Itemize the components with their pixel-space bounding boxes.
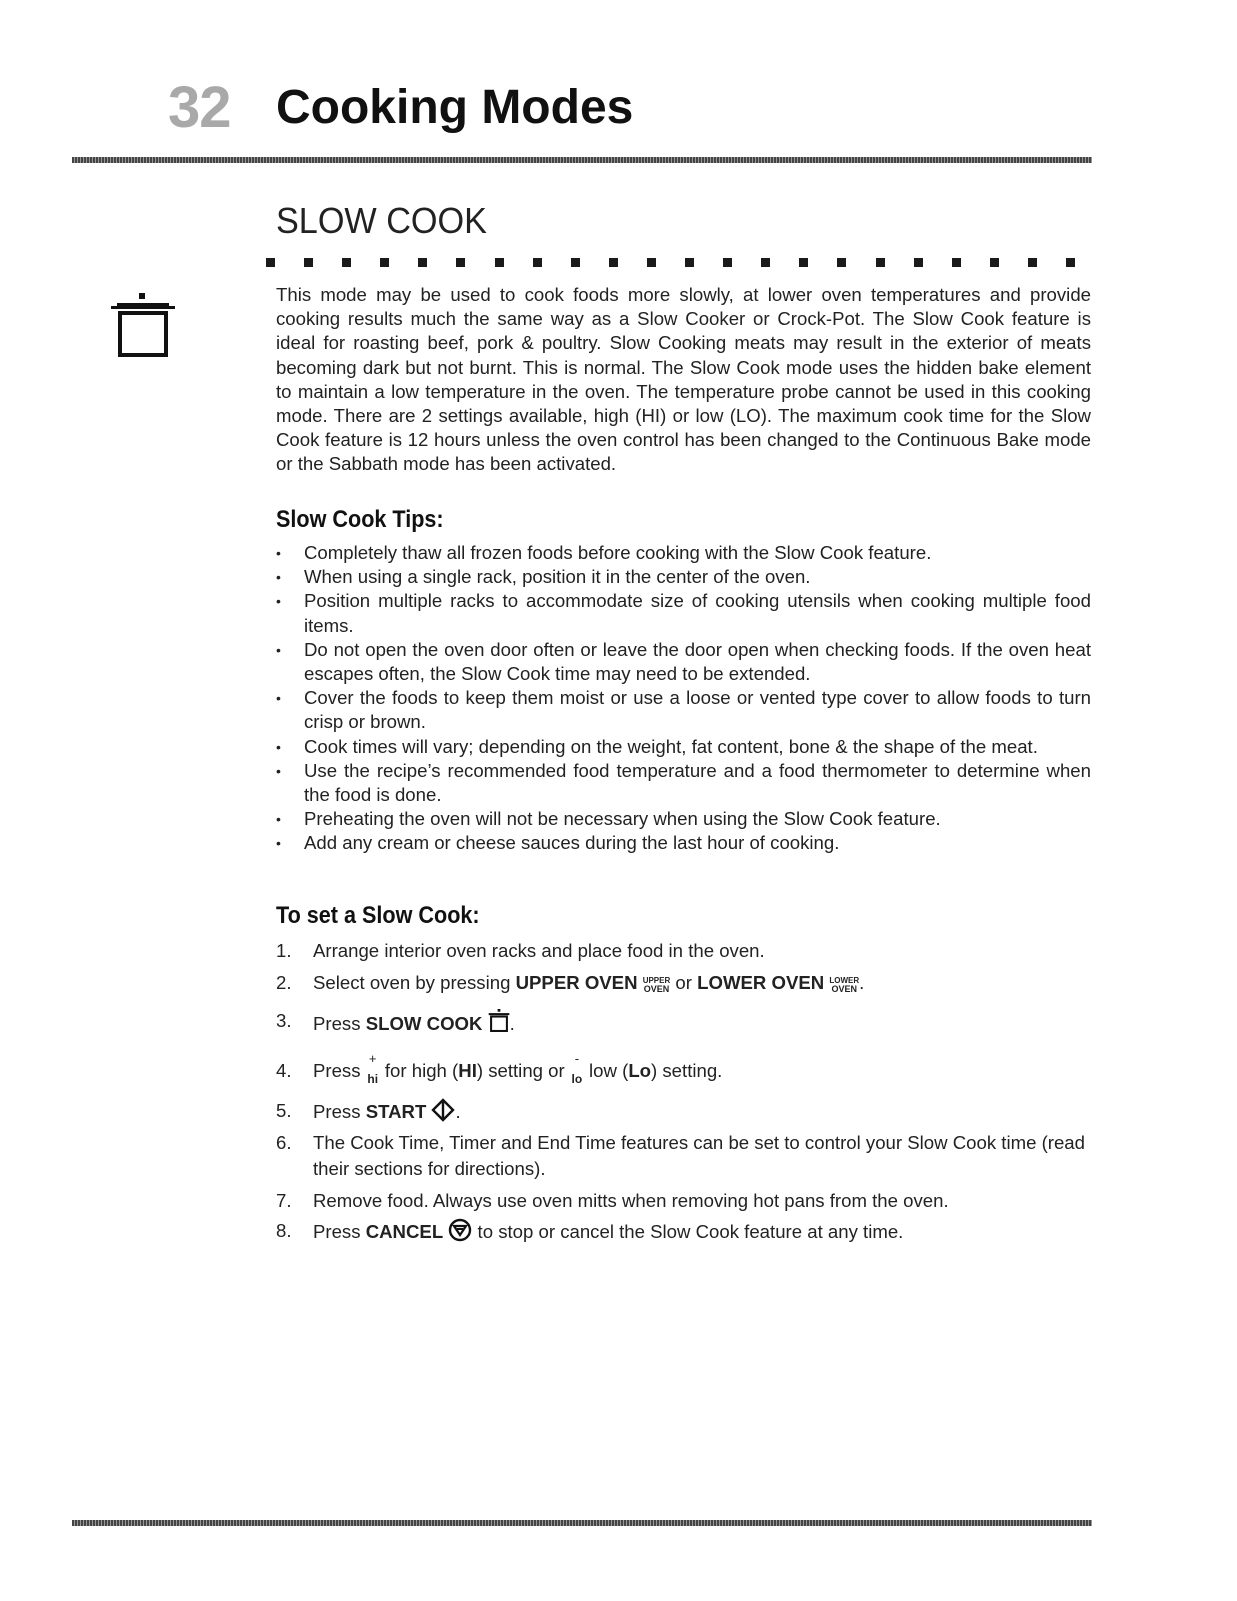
divider-dot xyxy=(685,258,694,267)
step-2 xyxy=(276,970,1091,1008)
lower-oven-key-icon xyxy=(829,977,859,994)
step-text: . xyxy=(455,1101,461,1122)
lo-key-label: lo xyxy=(571,1072,583,1086)
divider-dot xyxy=(990,258,999,267)
list-item: • Use the recipe’s recommended food temperature and a food thermometer to determine when the food is done. xyxy=(276,759,1091,807)
hi-key-label: hi xyxy=(367,1072,379,1086)
divider-dot xyxy=(837,258,846,267)
minus-symbol: - xyxy=(574,1051,580,1066)
step-number: 2. xyxy=(276,972,292,993)
divider-dot xyxy=(1066,258,1075,267)
start-key-label: START xyxy=(365,1101,427,1122)
step-text: Remove food. Always use oven mitts when removing hot pans from the oven. xyxy=(313,1190,949,1211)
divider-dot xyxy=(495,258,504,267)
header-rule xyxy=(72,157,1092,163)
step-text: to stop or cancel the Slow Cook feature at any time. xyxy=(472,1221,904,1242)
step-text: . xyxy=(859,972,865,993)
list-item: • When using a single rack, position it in the center of the oven. xyxy=(276,565,1091,589)
step-number: 8. xyxy=(276,1220,292,1241)
section-divider xyxy=(266,258,1096,268)
step-text: for high ( xyxy=(384,1060,459,1081)
footer-rule xyxy=(72,1520,1092,1526)
upper-oven-key-icon xyxy=(643,977,671,994)
chapter-title: Cooking Modes xyxy=(276,81,634,134)
step-number: 1. xyxy=(276,940,292,961)
list-item: • Do not open the oven door often or leave the door open when checking foods. If the oven heat escapes often, the Slow Cook time may need to be extended. xyxy=(276,638,1091,686)
divider-dot xyxy=(266,258,275,267)
list-item: • Completely thaw all frozen foods before cooking with the Slow Cook feature. xyxy=(276,541,1091,565)
step-number: 5. xyxy=(276,1100,292,1121)
step-text: or xyxy=(675,972,698,993)
step-text: Press xyxy=(313,1013,366,1034)
step-4 xyxy=(276,1050,1091,1098)
lower-oven-key-top: LOWER xyxy=(829,976,860,985)
slow-cook-pot-icon xyxy=(488,1008,510,1034)
list-item: • Add any cream or cheese sauces during the last hour of cooking. xyxy=(276,831,1091,855)
divider-dot xyxy=(1028,258,1037,267)
lower-oven-key-label: LOWER OVEN xyxy=(697,972,825,993)
upper-oven-key-top: UPPER xyxy=(642,976,671,985)
upper-oven-key-bottom: OVEN xyxy=(643,984,670,994)
divider-dot xyxy=(380,258,389,267)
step-5 xyxy=(276,1098,1091,1130)
step-6 xyxy=(276,1130,1091,1188)
lower-oven-key-bottom: OVEN xyxy=(831,984,857,994)
step-8 xyxy=(276,1218,1091,1245)
hi-key-icon xyxy=(366,1051,380,1086)
step-text: Arrange interior oven racks and place food in the oven. xyxy=(313,940,765,961)
divider-dot xyxy=(533,258,542,267)
list-item: • Cook times will vary; depending on the weight, fat content, bone & the shape of the meat. xyxy=(276,735,1091,759)
page-number: 32 xyxy=(168,75,231,140)
step-text: The Cook Time, Timer and End Time features can be set to control your Slow Cook time (read their sections for directions). xyxy=(313,1132,1085,1179)
list-item: • Preheating the oven will not be necessary when using the Slow Cook feature. xyxy=(276,807,1091,831)
step-text: Press xyxy=(313,1101,366,1122)
lo-key-icon xyxy=(570,1051,584,1086)
step-number: 4. xyxy=(276,1060,292,1081)
tips-heading: Slow Cook Tips: xyxy=(276,506,444,533)
divider-dot xyxy=(914,258,923,267)
step-7 xyxy=(276,1188,1091,1218)
step-text: Select oven by pressing xyxy=(313,972,516,993)
tips-list xyxy=(276,541,1091,856)
steps-heading: To set a Slow Cook: xyxy=(276,902,480,929)
divider-dot xyxy=(799,258,808,267)
divider-dot xyxy=(571,258,580,267)
divider-dot xyxy=(609,258,618,267)
list-item: • Position multiple racks to accommodate size of cooking utensils when cooking multiple food items. xyxy=(276,589,1091,637)
step-text: ) setting or xyxy=(476,1060,570,1081)
cancel-circle-icon xyxy=(448,1218,472,1242)
plus-symbol: + xyxy=(368,1051,377,1066)
intro-paragraph: This mode may be used to cook foods more slowly, at lower oven temperatures and provide cooking results much the same way as a Slow Cooker or Crock-Pot. The Slow Cook feature is ideal for roasting beef, pork & poultry. Slow Cooking meats may result in the exterior of meats becoming dark but not burnt. This is normal. The Slow Cook mode uses the hidden bake element to maintain a low temperature in the oven. The temperature probe cannot be used in this cooking mode. There are 2 settings available, high (HI) or low (LO). The maximum cook time for the Slow Cook feature is 12 hours unless the oven control has been changed to the Continuous Bake mode or the Sabbath mode has been activated. xyxy=(276,284,1091,475)
divider-dot xyxy=(761,258,770,267)
list-item: • Cover the foods to keep them moist or use a loose or vented type cover to allow foods to turn crisp or brown. xyxy=(276,686,1091,734)
lo-code: Lo xyxy=(628,1060,652,1081)
divider-dot xyxy=(647,258,656,267)
cancel-key-label: CANCEL xyxy=(365,1221,444,1242)
step-number: 7. xyxy=(276,1190,292,1211)
steps-list xyxy=(276,938,1091,1245)
section-title: SLOW COOK xyxy=(276,200,487,241)
hi-code: HI xyxy=(458,1060,477,1081)
slow-cook-pot-icon xyxy=(111,293,175,363)
step-number: 6. xyxy=(276,1132,292,1153)
divider-dot xyxy=(304,258,313,267)
step-number: 3. xyxy=(276,1010,292,1031)
slow-cook-key-label: SLOW COOK xyxy=(365,1013,483,1034)
step-text: Press xyxy=(313,1221,366,1242)
step-text: ) setting. xyxy=(651,1060,723,1081)
step-text: Press xyxy=(313,1060,366,1081)
divider-dot xyxy=(342,258,351,267)
divider-dot xyxy=(952,258,961,267)
step-1 xyxy=(276,938,1091,970)
divider-dot xyxy=(418,258,427,267)
step-text: . xyxy=(509,1013,515,1034)
step-3 xyxy=(276,1008,1091,1050)
upper-oven-key-label: UPPER OVEN xyxy=(515,972,638,993)
step-text: low ( xyxy=(589,1060,629,1081)
divider-dot xyxy=(876,258,885,267)
divider-dot xyxy=(723,258,732,267)
start-diamond-icon xyxy=(431,1098,455,1122)
divider-dot xyxy=(456,258,465,267)
